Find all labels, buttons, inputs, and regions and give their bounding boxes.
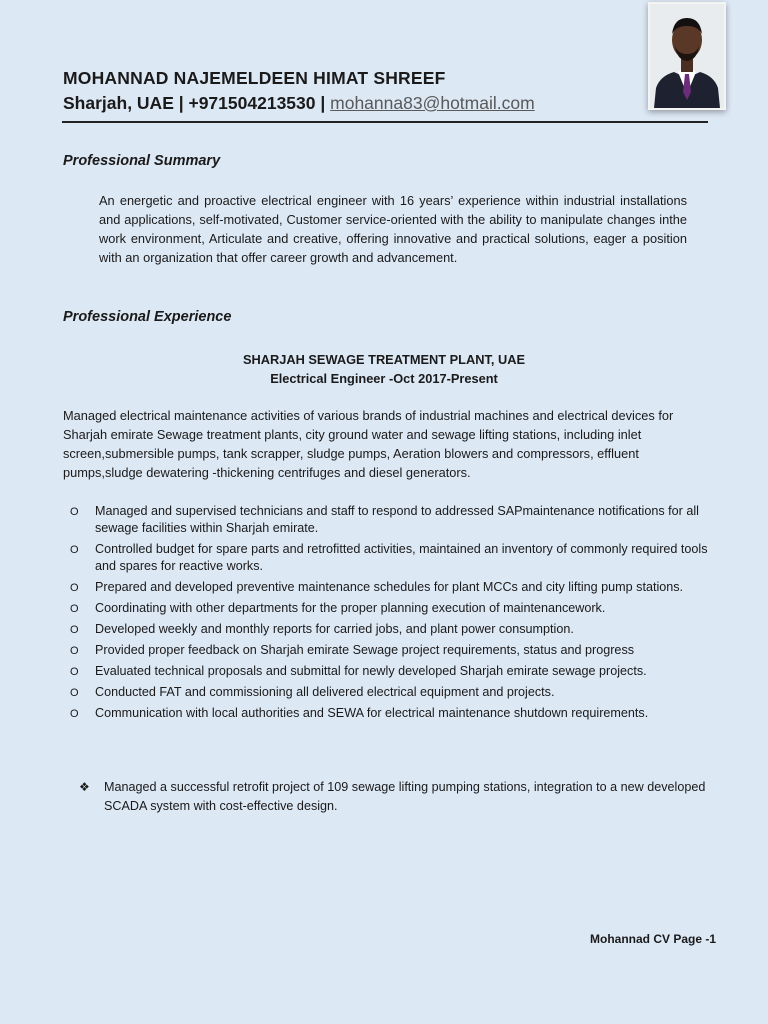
list-item: O Conducted FAT and commissioning all delivered electrical equipment and projects. [70, 684, 710, 701]
page-footer: Mohannad CV Page -1 [590, 932, 717, 946]
circle-bullet-icon: O [70, 582, 79, 594]
experience-heading: Professional Experience [63, 309, 232, 325]
list-item: O Managed and supervised technicians and staff to respond to addressed SAPmaintenance notifications for all sewage facilities within Sharjah emirate. [70, 504, 699, 535]
list-item: O Communication with local authorities and SEWA for electrical maintenance shutdown requirements. [70, 705, 710, 722]
job-description: Managed electrical maintenance activities of various brands of industrial machines and electrical devices for Sharjah emirate Sewage treatment plants, city ground water and sewage lifting stations, including inlet screen,submersible pumps, tank scrapper, sludge pumps, Aeration blowers and compressors, effluent pumps,sludge dewatering -thickening centrifuges and diesel generators. [63, 408, 674, 480]
highlight-text: Managed a successful retrofit project of 109 sewage lifting pumping stations, integration to a new developed SCADA system with cost-effective design. [104, 780, 706, 813]
list-item: O Controlled budget for spare parts and retrofitted activities, maintained an inventory of commonly required tools and spares for reactive works. [70, 542, 708, 573]
profile-photo [648, 2, 726, 110]
email-link[interactable]: mohanna83@hotmail.com [330, 93, 535, 113]
circle-bullet-icon: O [70, 544, 79, 556]
summary-text: An energetic and proactive electrical engineer with 16 years’ experience within industrial installations and applications, self-motivated, Customer service-oriented with the ability to manipulate changes inthe work environment, Articulate and creative, offering innovative and practical solutions, eager a position with an organization that offer career growth and advancement. [99, 193, 687, 265]
circle-bullet-icon: O [70, 506, 79, 518]
diamond-bullet-icon: ❖ [79, 780, 90, 794]
contact-line [63, 93, 535, 114]
summary-heading: Professional Summary [63, 153, 221, 169]
list-item: O Coordinating with other departments for the proper planning execution of maintenancework. [70, 600, 710, 617]
circle-bullet-icon: O [70, 603, 79, 615]
candidate-name: MOHANNAD NAJEMELDEEN HIMAT SHREEF [63, 68, 446, 88]
portrait-image [650, 4, 724, 108]
list-item: O Prepared and developed preventive maintenance schedules for plant MCCs and city lifting pump stations. [70, 579, 710, 596]
list-item: O Evaluated technical proposals and submittal for newly developed Sharjah emirate sewage projects. [70, 663, 710, 680]
duties-list [70, 503, 710, 726]
list-item: O Provided proper feedback on Sharjah emirate Sewage project requirements, status and progress [70, 642, 710, 659]
circle-bullet-icon: O [70, 624, 79, 636]
location-phone: Sharjah, UAE | +971504213530 | [63, 93, 326, 113]
circle-bullet-icon: O [70, 645, 79, 657]
highlight-item [79, 778, 709, 816]
list-item: O Developed weekly and monthly reports for carried jobs, and plant power consumption. [70, 621, 710, 638]
circle-bullet-icon: O [70, 708, 79, 720]
company-name: SHARJAH SEWAGE TREATMENT PLANT, UAE [242, 352, 526, 367]
header-divider [62, 121, 708, 123]
circle-bullet-icon: O [70, 666, 79, 678]
circle-bullet-icon: O [70, 687, 79, 699]
job-role: Electrical Engineer -Oct 2017-Present [270, 371, 498, 386]
